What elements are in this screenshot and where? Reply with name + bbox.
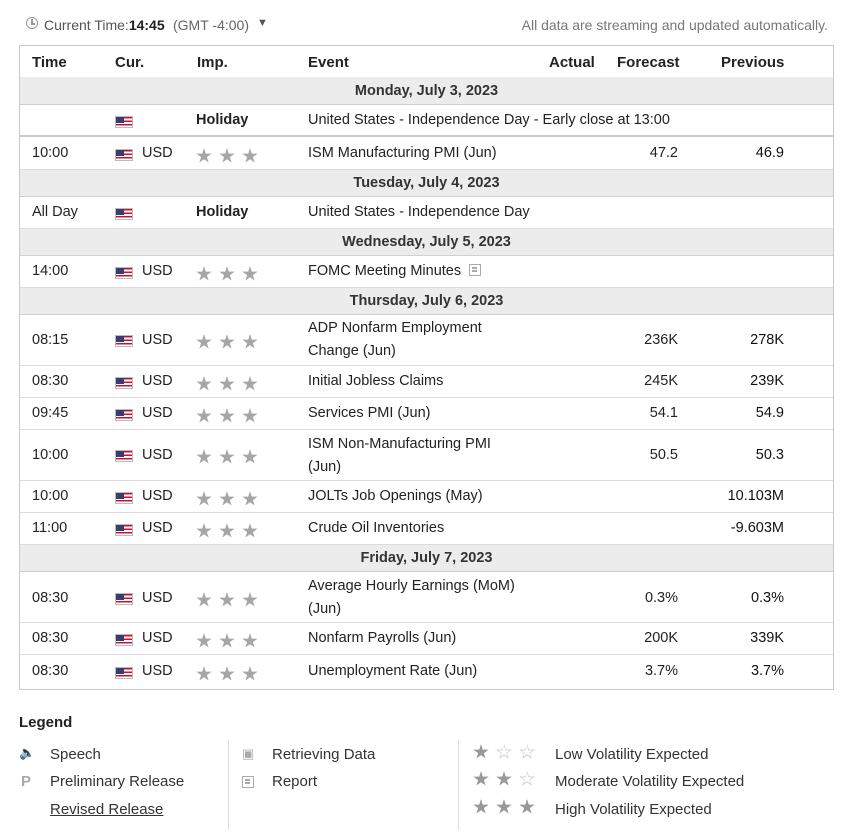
event-forecast: 245K: [644, 373, 678, 389]
event-currency: USD: [142, 590, 173, 606]
event-previous: 10.103M: [727, 488, 784, 504]
us-flag-icon: [115, 377, 133, 389]
importance-stars: [196, 491, 266, 507]
table-row[interactable]: [20, 513, 833, 545]
event-time: 10:00: [32, 488, 69, 504]
retrieving-data-icon: ▣: [242, 746, 255, 761]
table-row[interactable]: [20, 105, 833, 137]
us-flag-icon: [115, 593, 133, 605]
streaming-note: All data are streaming and updated automatically.: [521, 17, 828, 33]
importance-stars: [196, 666, 266, 682]
event-name[interactable]: Nonfarm Payrolls (Jun): [308, 630, 457, 646]
event-forecast: 200K: [644, 630, 678, 646]
table-row[interactable]: [20, 430, 833, 481]
legend: [19, 714, 834, 832]
importance-stars: [196, 376, 266, 392]
top-bar: [26, 14, 830, 36]
us-flag-icon: [115, 524, 133, 536]
legend-low: Low Volatility Expected: [555, 746, 709, 763]
col-time: Time: [32, 54, 67, 71]
economic-calendar-table: [19, 45, 834, 690]
event-currency: USD: [142, 263, 173, 279]
us-flag-icon: [115, 335, 133, 347]
day-header: Thursday, July 6, 2023: [20, 288, 833, 315]
importance-stars: [196, 408, 266, 424]
us-flag-icon: [115, 409, 133, 421]
importance-stars: [196, 334, 266, 350]
event-forecast: 47.2: [649, 145, 678, 161]
chevron-down-icon[interactable]: ▼: [257, 17, 268, 29]
table-row[interactable]: [20, 655, 833, 689]
event-forecast: 236K: [644, 332, 678, 348]
importance-stars: [196, 523, 266, 539]
high-volatility-stars: [473, 799, 542, 819]
legend-speech: Speech: [50, 746, 101, 763]
event-name[interactable]: ISM Manufacturing PMI (Jun): [308, 145, 497, 161]
table-row[interactable]: [20, 137, 833, 170]
event-currency: USD: [142, 663, 173, 679]
col-actual: Actual: [549, 54, 595, 71]
table-row[interactable]: [20, 572, 833, 623]
us-flag-icon: [115, 116, 133, 128]
us-flag-icon: [115, 450, 133, 462]
event-name[interactable]: Services PMI (Jun): [308, 405, 431, 421]
event-name[interactable]: Initial Jobless Claims: [308, 373, 444, 389]
event-previous: 239K: [750, 373, 784, 389]
current-time-label: Current Time:14:45: [44, 17, 165, 33]
table-row[interactable]: [20, 197, 833, 229]
event-time: 10:00: [32, 145, 69, 161]
event-previous: 50.3: [755, 447, 784, 463]
importance-stars: [196, 633, 266, 649]
event-previous: -9.603M: [730, 520, 784, 536]
event-time: 08:30: [32, 373, 69, 389]
table-row[interactable]: [20, 481, 833, 513]
current-time-value: 14:45: [128, 17, 165, 33]
us-flag-icon: [115, 149, 133, 161]
event-currency: USD: [142, 405, 173, 421]
legend-divider: [458, 740, 459, 830]
event-time: 08:30: [32, 590, 69, 606]
event-time: 08:15: [32, 332, 69, 348]
day-header: Wednesday, July 5, 2023: [20, 229, 833, 256]
col-previous: Previous: [721, 54, 785, 71]
event-name[interactable]: United States - Independence Day - Early close at 13:00: [308, 112, 670, 128]
low-volatility-stars: [473, 744, 542, 764]
legend-high: High Volatility Expected: [555, 801, 712, 818]
table-row[interactable]: [20, 315, 833, 366]
event-forecast: 50.5: [649, 447, 678, 463]
legend-preliminary: Preliminary Release: [50, 773, 185, 790]
legend-moderate: Moderate Volatility Expected: [555, 773, 745, 790]
day-header: Monday, July 3, 2023: [20, 77, 833, 105]
us-flag-icon: [115, 667, 133, 679]
event-name[interactable]: Crude Oil Inventories: [308, 520, 445, 536]
importance-stars: [196, 449, 266, 465]
event-previous: 54.9: [755, 405, 784, 421]
legend-retrieving: Retrieving Data: [272, 746, 376, 763]
moderate-volatility-stars: [473, 771, 542, 791]
event-time: 14:00: [32, 263, 69, 279]
event-currency: USD: [142, 520, 173, 536]
event-currency: USD: [142, 630, 173, 646]
event-name[interactable]: Unemployment Rate (Jun): [308, 663, 478, 679]
event-forecast: 3.7%: [644, 663, 678, 679]
legend-revised: Revised Release: [50, 801, 164, 818]
preliminary-icon: P: [21, 773, 32, 790]
event-previous: 278K: [750, 332, 784, 348]
event-forecast: 54.1: [649, 405, 678, 421]
event-time: All Day: [32, 204, 78, 220]
event-previous: 339K: [750, 630, 784, 646]
event-name[interactable]: Average Hourly Earnings (MoM) (Jun): [308, 578, 515, 617]
table-row[interactable]: [20, 366, 833, 398]
us-flag-icon: [115, 492, 133, 504]
event-currency: USD: [142, 447, 173, 463]
event-name[interactable]: ADP Nonfarm Employment Change (Jun): [308, 320, 482, 359]
event-name[interactable]: FOMC Meeting Minutes: [308, 260, 568, 283]
event-forecast: 0.3%: [644, 590, 678, 606]
event-time: 11:00: [32, 520, 68, 536]
importance-stars: [196, 148, 266, 164]
timezone-selector[interactable]: (GMT -4:00): [173, 17, 249, 33]
event-time: 09:45: [32, 405, 69, 421]
event-currency: USD: [142, 145, 173, 161]
event-name[interactable]: United States - Independence Day: [308, 204, 530, 220]
event-time: 08:30: [32, 663, 69, 679]
importance-holiday: Holiday: [196, 204, 249, 220]
importance-holiday: Holiday: [196, 112, 249, 128]
day-header: Tuesday, July 4, 2023: [20, 170, 833, 197]
table-header: [20, 46, 833, 78]
table-row[interactable]: [20, 256, 833, 288]
event-time: 08:30: [32, 630, 69, 646]
event-time: 10:00: [32, 447, 69, 463]
importance-stars: [196, 592, 266, 608]
event-name[interactable]: ISM Non-Manufacturing PMI (Jun): [308, 436, 491, 475]
table-row[interactable]: [20, 623, 833, 655]
col-event: Event: [308, 54, 349, 71]
event-currency: USD: [142, 332, 173, 348]
col-currency: Cur.: [115, 54, 145, 71]
clock-icon: [26, 17, 38, 29]
event-currency: USD: [142, 373, 173, 389]
col-forecast: Forecast: [617, 54, 680, 71]
us-flag-icon: [115, 634, 133, 646]
legend-report: Report: [272, 773, 318, 790]
legend-divider: [228, 740, 229, 830]
legend-title: Legend: [19, 714, 73, 731]
event-name[interactable]: JOLTs Job Openings (May): [308, 488, 483, 504]
col-importance: Imp.: [197, 54, 228, 71]
importance-stars: [196, 266, 266, 282]
report-icon: [242, 776, 254, 788]
day-header: Friday, July 7, 2023: [20, 545, 833, 572]
us-flag-icon: [115, 208, 133, 220]
event-previous: 0.3%: [750, 590, 784, 606]
event-previous: 46.9: [755, 145, 784, 161]
table-row[interactable]: [20, 398, 833, 430]
event-previous: 3.7%: [750, 663, 784, 679]
report-icon[interactable]: [469, 264, 481, 276]
us-flag-icon: [115, 267, 133, 279]
speaker-icon: 🔈: [19, 745, 36, 760]
event-currency: USD: [142, 488, 173, 504]
